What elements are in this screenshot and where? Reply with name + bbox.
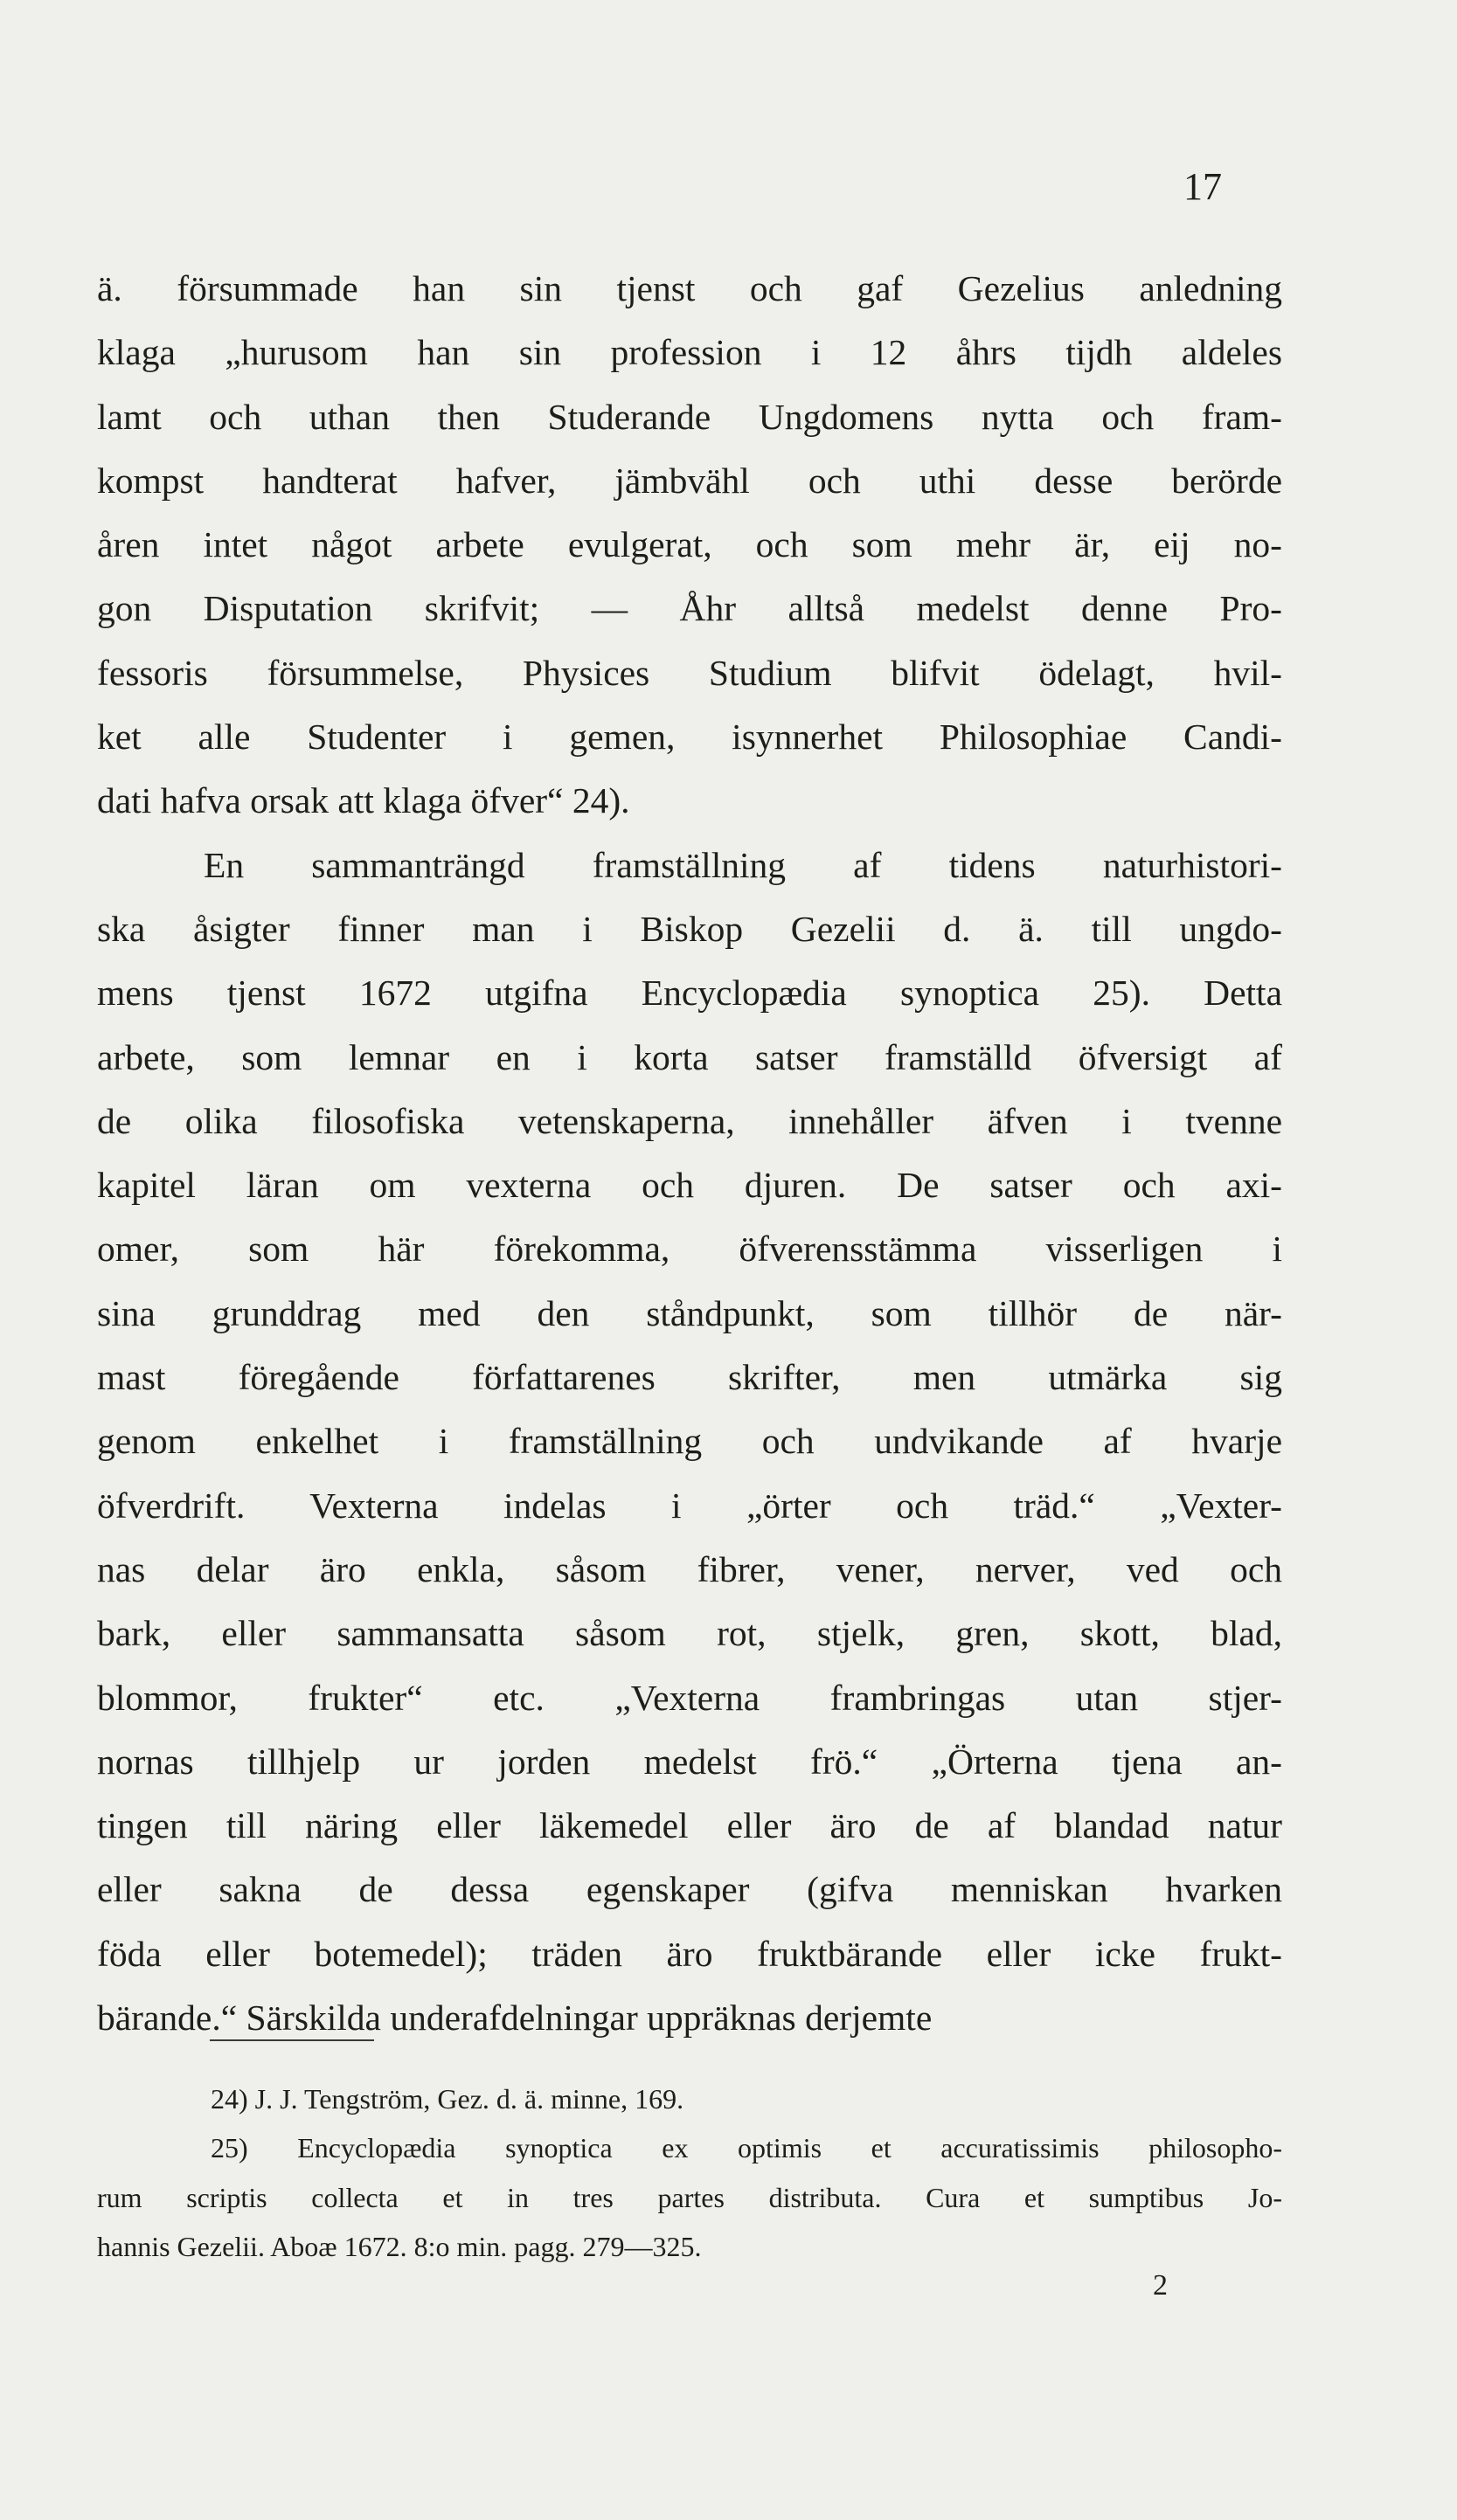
body-line: nas delar äro enkla, såsom fibrer, vener, nerver, ved och	[97, 1548, 1282, 1589]
body-line: En sammanträngd framställning af tidens naturhistori-	[204, 844, 1282, 885]
body-line: arbete, som lemnar en i korta satser framställd öfversigt af	[97, 1036, 1282, 1077]
body-line: ä. försummade han sin tjenst och gaf Gezelius anledning	[97, 268, 1282, 308]
body-line: omer, som här förekomma, öfverensstämma visserligen i	[97, 1229, 1282, 1270]
body-line: mast föregående författarenes skrifter, men utmärka sig	[97, 1357, 1282, 1398]
body-line: ska åsigter finner man i Biskop Gezelii d. ä. till ungdo-	[97, 908, 1282, 949]
body-line: kapitel läran om vexterna och djuren. De satser och axi-	[97, 1165, 1282, 1206]
body-line: öfverdrift. Vexterna indelas i „örter och träd.“ „Vexter-	[97, 1485, 1282, 1526]
body-line: ket alle Studenter i gemen, isynnerhet Philosophiae Candi-	[97, 717, 1282, 758]
footnote-24: 24) J. J. Tengström, Gez. d. ä. minne, 169.	[211, 2083, 684, 2115]
body-text	[97, 257, 1282, 2050]
body-line: bärande.“ Särskilda underafdelningar uppräknas derjemte	[97, 1997, 933, 2039]
body-line: sina grunddrag med den ståndpunkt, som tillhör de när-	[97, 1292, 1282, 1333]
body-line: klaga „hurusom han sin profession i 12 åhrs tijdh aldeles	[97, 332, 1282, 373]
body-line: föda eller botemedel); träden äro fruktbärande eller icke frukt-	[97, 1933, 1282, 1974]
footnote-25-line-2: rum scriptis collecta et in tres partes distributa. Cura et sumptibus Jo-	[97, 2181, 1282, 2213]
body-line: blommor, frukter“ etc. „Vexterna frambringas utan stjer-	[97, 1677, 1282, 1718]
footnotes	[97, 2074, 1282, 2272]
footnote-rule	[210, 2039, 374, 2041]
body-line: fessoris försummelse, Physices Studium blifvit ödelagt, hvil-	[97, 652, 1282, 693]
footnote-25-line-3: hannis Gezelii. Aboæ 1672. 8:o min. pagg. 279—325.	[97, 2231, 702, 2263]
body-line: de olika filosofiska vetenskaperna, innehåller äfven i tvenne	[97, 1100, 1282, 1141]
body-line: genom enkelhet i framställning och undvikande af hvarje	[97, 1421, 1282, 1462]
body-line: gon Disputation skrifvit; — Åhr alltså medelst denne Pro-	[97, 588, 1282, 629]
body-line: tingen till näring eller läkemedel eller äro de af blandad natur	[97, 1805, 1282, 1846]
body-line: mens tjenst 1672 utgifna Encyclopædia synoptica 25). Detta	[97, 973, 1282, 1014]
body-line: dati hafva orsak att klaga öfver“ 24).	[97, 780, 630, 821]
footnote-25-line-1: 25) Encyclopædia synoptica ex optimis et accuratissimis philosopho-	[211, 2132, 1282, 2164]
body-line: lamt och uthan then Studerande Ungdomens nytta och fram-	[97, 396, 1282, 437]
body-line: eller sakna de dessa egenskaper (gifva menniskan hvarken	[97, 1869, 1282, 1910]
body-line: nornas tillhjelp ur jorden medelst frö.“ „Örterna tjena an-	[97, 1741, 1282, 1782]
body-line: åren intet något arbete evulgerat, och som mehr är, eij no-	[97, 524, 1282, 565]
signature-mark: 2	[1153, 2269, 1168, 2302]
body-line: kompst handterat hafver, jämbvähl och uthi desse berörde	[97, 460, 1282, 501]
page-number: 17	[1183, 165, 1222, 208]
body-line: bark, eller sammansatta såsom rot, stjelk, gren, skott, blad,	[97, 1613, 1282, 1654]
